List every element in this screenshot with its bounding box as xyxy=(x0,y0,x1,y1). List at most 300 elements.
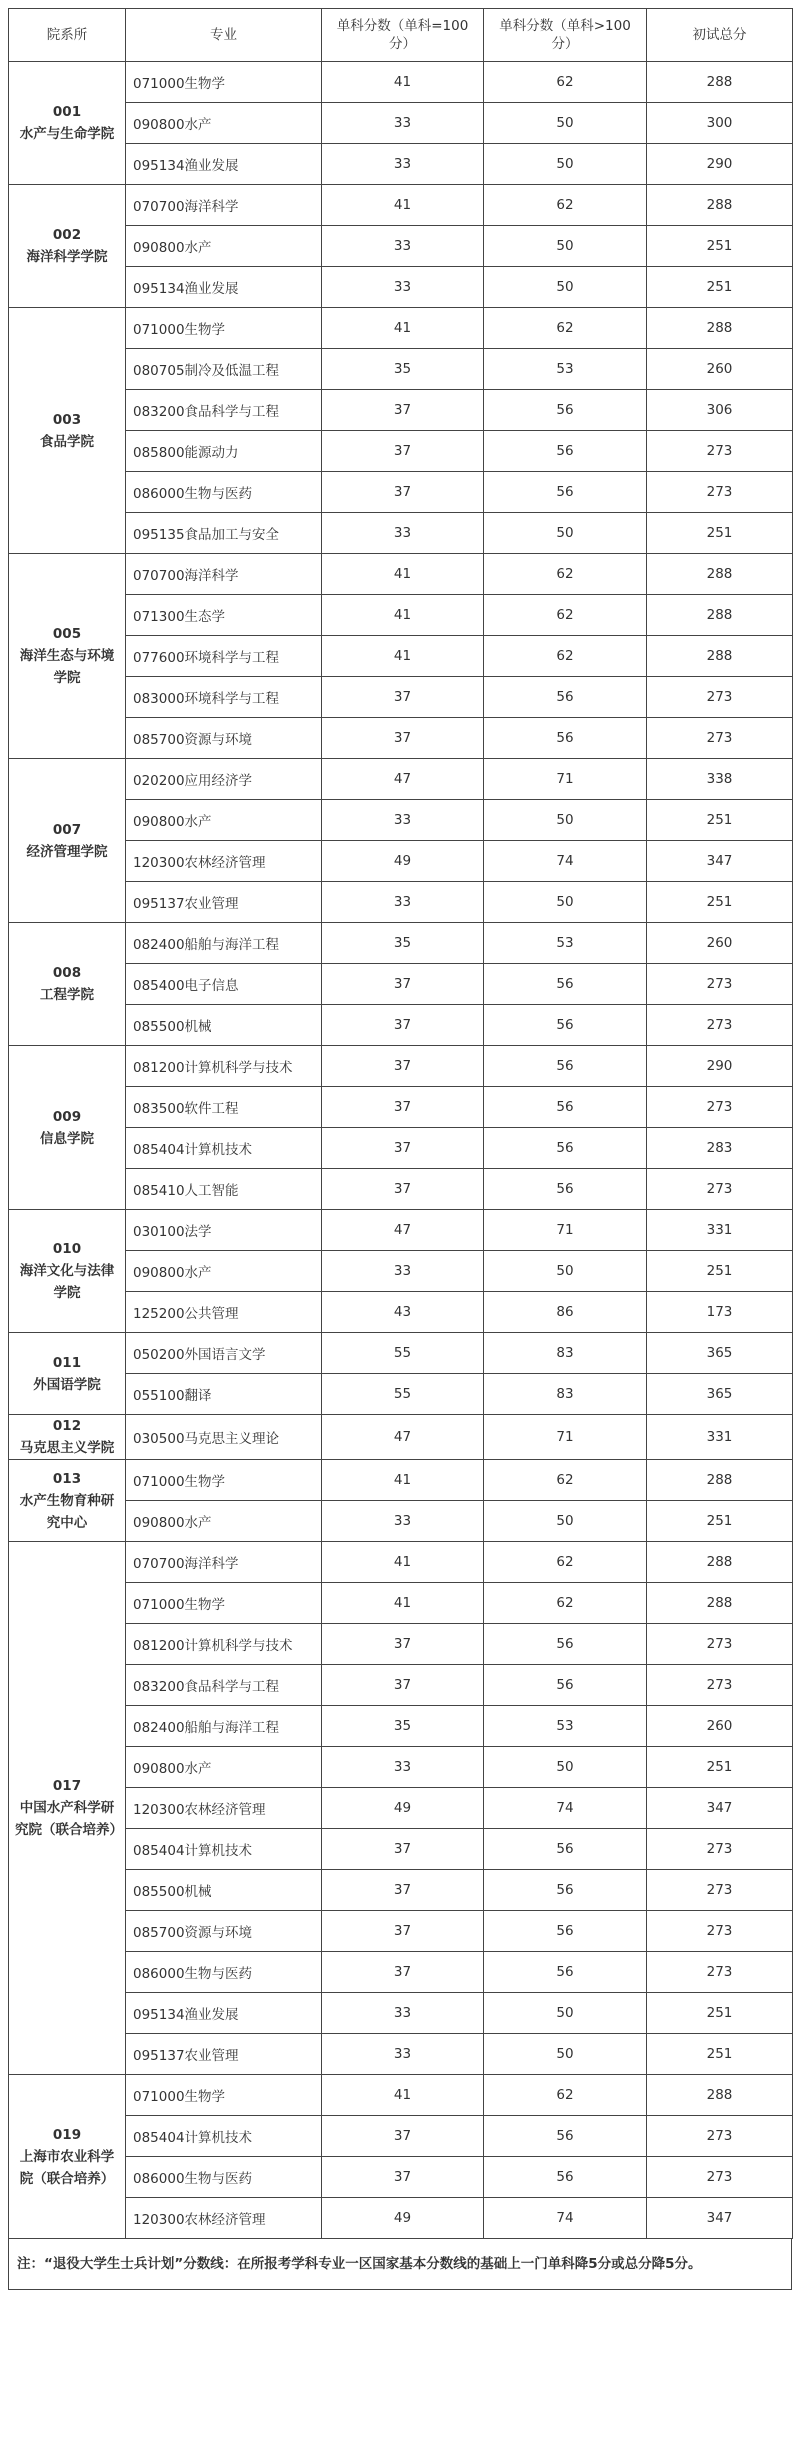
total-score-cell: 290 xyxy=(647,1046,793,1087)
table-row xyxy=(9,103,793,144)
total-score-cell: 273 xyxy=(647,718,793,759)
table-row xyxy=(9,349,793,390)
total-score-cell: 288 xyxy=(647,595,793,636)
score-single-over-100-cell: 50 xyxy=(484,1993,647,2034)
score-single-over-100-cell: 50 xyxy=(484,103,647,144)
total-score-cell: 273 xyxy=(647,1169,793,1210)
score-single-over-100-cell: 50 xyxy=(484,144,647,185)
score-single-100-cell: 55 xyxy=(322,1374,484,1415)
total-score-cell: 260 xyxy=(647,1706,793,1747)
score-single-100-cell: 41 xyxy=(322,185,484,226)
major-cell: 120300农林经济管理 xyxy=(126,841,322,882)
score-single-100-cell: 37 xyxy=(322,1665,484,1706)
department-code: 001 xyxy=(52,104,82,120)
table-row xyxy=(9,513,793,554)
table-row xyxy=(9,595,793,636)
major-cell: 070700海洋科学 xyxy=(126,554,322,595)
score-single-100-cell: 41 xyxy=(322,1583,484,1624)
score-single-100-cell: 33 xyxy=(322,226,484,267)
major-cell: 090800水产 xyxy=(126,1747,322,1788)
major-cell: 086000生物与医药 xyxy=(126,2157,322,2198)
major-cell: 085404计算机技术 xyxy=(126,1128,322,1169)
total-score-cell: 251 xyxy=(647,226,793,267)
score-single-100-cell: 41 xyxy=(322,554,484,595)
major-cell: 080705制冷及低温工程 xyxy=(126,349,322,390)
table-row xyxy=(9,62,793,103)
total-score-cell: 273 xyxy=(647,1829,793,1870)
score-single-100-cell: 49 xyxy=(322,841,484,882)
total-score-cell: 273 xyxy=(647,1087,793,1128)
score-single-over-100-cell: 62 xyxy=(484,308,647,349)
total-score-cell: 260 xyxy=(647,349,793,390)
score-single-100-cell: 37 xyxy=(322,390,484,431)
score-single-over-100-cell: 62 xyxy=(484,636,647,677)
score-single-100-cell: 37 xyxy=(322,2116,484,2157)
score-single-100-cell: 49 xyxy=(322,1788,484,1829)
total-score-cell: 273 xyxy=(647,472,793,513)
score-single-over-100-cell: 56 xyxy=(484,1829,647,1870)
total-score-cell: 273 xyxy=(647,2157,793,2198)
major-cell: 071000生物学 xyxy=(126,1460,322,1501)
score-single-over-100-cell: 56 xyxy=(484,1952,647,1993)
major-cell: 083500软件工程 xyxy=(126,1087,322,1128)
score-table-wrapper xyxy=(8,8,792,2290)
score-single-100-cell: 37 xyxy=(322,1829,484,1870)
major-cell: 120300农林经济管理 xyxy=(126,1788,322,1829)
department-name: 水产生物育种研究中心 xyxy=(19,1492,115,1531)
department-cell xyxy=(9,759,126,923)
department-code: 005 xyxy=(52,626,82,642)
score-single-over-100-cell: 50 xyxy=(484,2034,647,2075)
score-single-100-cell: 37 xyxy=(322,1911,484,1952)
score-single-100-cell: 41 xyxy=(322,1460,484,1501)
total-score-cell: 300 xyxy=(647,103,793,144)
major-cell: 081200计算机科学与技术 xyxy=(126,1046,322,1087)
department-cell xyxy=(9,2075,126,2239)
score-single-100-cell: 33 xyxy=(322,144,484,185)
total-score-cell: 251 xyxy=(647,800,793,841)
table-row xyxy=(9,1169,793,1210)
table-row xyxy=(9,185,793,226)
table-body xyxy=(9,62,793,2239)
score-single-over-100-cell: 56 xyxy=(484,1624,647,1665)
score-single-over-100-cell: 71 xyxy=(484,759,647,800)
score-single-100-cell: 37 xyxy=(322,677,484,718)
department-name: 海洋科学学院 xyxy=(26,249,108,265)
major-cell: 095134渔业发展 xyxy=(126,1993,322,2034)
table-row xyxy=(9,841,793,882)
score-single-over-100-cell: 50 xyxy=(484,1251,647,1292)
table-row xyxy=(9,1706,793,1747)
total-score-cell: 290 xyxy=(647,144,793,185)
table-header xyxy=(9,9,793,62)
score-single-100-cell: 37 xyxy=(322,718,484,759)
total-score-cell: 288 xyxy=(647,1542,793,1583)
score-single-100-cell: 33 xyxy=(322,2034,484,2075)
score-single-100-cell: 49 xyxy=(322,2198,484,2239)
score-single-100-cell: 37 xyxy=(322,1128,484,1169)
score-single-100-cell: 37 xyxy=(322,1952,484,1993)
score-single-over-100-cell: 56 xyxy=(484,1046,647,1087)
header-single-subject-over-100: 单科分数（单科>100分） xyxy=(484,9,647,62)
department-name: 信息学院 xyxy=(40,1130,94,1147)
department-name: 外国语学院 xyxy=(33,1376,101,1393)
score-single-over-100-cell: 56 xyxy=(484,677,647,718)
table-row xyxy=(9,964,793,1005)
score-single-over-100-cell: 56 xyxy=(484,718,647,759)
major-cell: 083200食品科学与工程 xyxy=(126,1665,322,1706)
table-row xyxy=(9,267,793,308)
total-score-cell: 288 xyxy=(647,308,793,349)
table-row xyxy=(9,759,793,800)
major-cell: 071000生物学 xyxy=(126,62,322,103)
total-score-cell: 347 xyxy=(647,841,793,882)
major-cell: 095134渔业发展 xyxy=(126,144,322,185)
table-row xyxy=(9,1788,793,1829)
table-row xyxy=(9,1374,793,1415)
score-single-over-100-cell: 50 xyxy=(484,267,647,308)
table-row xyxy=(9,882,793,923)
major-cell: 050200外国语言文学 xyxy=(126,1333,322,1374)
score-single-100-cell: 33 xyxy=(322,1747,484,1788)
table-row xyxy=(9,390,793,431)
major-cell: 071000生物学 xyxy=(126,1583,322,1624)
department-name: 中国水产科学研究院（联合培养） xyxy=(15,1800,123,1838)
major-cell: 085404计算机技术 xyxy=(126,2116,322,2157)
total-score-cell: 173 xyxy=(647,1292,793,1333)
total-score-cell: 288 xyxy=(647,1460,793,1501)
major-cell: 085404计算机技术 xyxy=(126,1829,322,1870)
table-row xyxy=(9,1415,793,1460)
total-score-cell: 347 xyxy=(647,2198,793,2239)
total-score-cell: 273 xyxy=(647,1005,793,1046)
department-name: 经济管理学院 xyxy=(26,843,108,860)
score-single-over-100-cell: 50 xyxy=(484,226,647,267)
score-single-over-100-cell: 56 xyxy=(484,472,647,513)
score-single-over-100-cell: 56 xyxy=(484,964,647,1005)
major-cell: 077600环境科学与工程 xyxy=(126,636,322,677)
score-single-over-100-cell: 62 xyxy=(484,185,647,226)
total-score-cell: 260 xyxy=(647,923,793,964)
score-single-over-100-cell: 74 xyxy=(484,2198,647,2239)
total-score-cell: 273 xyxy=(647,1911,793,1952)
table-footnote: 注：“退役大学生士兵计划”分数线：在所报考学科专业一区国家基本分数线的基础上一门单科降5分或总分降5分。 xyxy=(8,2239,792,2290)
department-cell xyxy=(9,1415,126,1460)
department-name: 马克思主义学院 xyxy=(19,1440,115,1456)
department-cell xyxy=(9,62,126,185)
total-score-cell: 283 xyxy=(647,1128,793,1169)
table-row xyxy=(9,1333,793,1374)
table-row xyxy=(9,636,793,677)
table-row xyxy=(9,2157,793,2198)
total-score-cell: 251 xyxy=(647,1993,793,2034)
total-score-cell: 273 xyxy=(647,2116,793,2157)
major-cell: 082400船舶与海洋工程 xyxy=(126,1706,322,1747)
score-single-over-100-cell: 53 xyxy=(484,923,647,964)
table-row xyxy=(9,1624,793,1665)
table-row xyxy=(9,431,793,472)
department-name: 海洋生态与环境学院 xyxy=(19,648,115,686)
score-single-over-100-cell: 53 xyxy=(484,349,647,390)
total-score-cell: 251 xyxy=(647,1747,793,1788)
major-cell: 085800能源动力 xyxy=(126,431,322,472)
total-score-cell: 251 xyxy=(647,267,793,308)
department-name: 工程学院 xyxy=(40,987,94,1003)
score-single-100-cell: 37 xyxy=(322,2157,484,2198)
score-single-100-cell: 41 xyxy=(322,1542,484,1583)
major-cell: 085700资源与环境 xyxy=(126,718,322,759)
score-single-100-cell: 33 xyxy=(322,1993,484,2034)
header-row xyxy=(9,9,793,62)
total-score-cell: 288 xyxy=(647,636,793,677)
major-cell: 085700资源与环境 xyxy=(126,1911,322,1952)
major-cell: 082400船舶与海洋工程 xyxy=(126,923,322,964)
score-single-100-cell: 33 xyxy=(322,800,484,841)
score-single-over-100-cell: 74 xyxy=(484,841,647,882)
total-score-cell: 338 xyxy=(647,759,793,800)
score-single-over-100-cell: 71 xyxy=(484,1210,647,1251)
score-single-over-100-cell: 56 xyxy=(484,1169,647,1210)
score-single-over-100-cell: 83 xyxy=(484,1333,647,1374)
score-single-100-cell: 33 xyxy=(322,267,484,308)
score-single-over-100-cell: 62 xyxy=(484,1583,647,1624)
header-total-score: 初试总分 xyxy=(647,9,793,62)
score-single-100-cell: 37 xyxy=(322,1046,484,1087)
header-department: 院系所 xyxy=(9,9,126,62)
score-single-over-100-cell: 50 xyxy=(484,1501,647,1542)
total-score-cell: 331 xyxy=(647,1415,793,1460)
table-row xyxy=(9,923,793,964)
score-single-over-100-cell: 56 xyxy=(484,2157,647,2198)
score-single-100-cell: 33 xyxy=(322,513,484,554)
header-single-subject-100: 单科分数（单科=100分） xyxy=(322,9,484,62)
score-single-100-cell: 37 xyxy=(322,431,484,472)
major-cell: 085500机械 xyxy=(126,1870,322,1911)
score-single-100-cell: 47 xyxy=(322,1210,484,1251)
score-single-over-100-cell: 71 xyxy=(484,1415,647,1460)
table-row xyxy=(9,144,793,185)
major-cell: 095137农业管理 xyxy=(126,882,322,923)
table-row xyxy=(9,1460,793,1501)
table-row xyxy=(9,308,793,349)
major-cell: 020200应用经济学 xyxy=(126,759,322,800)
total-score-cell: 273 xyxy=(647,677,793,718)
table-row xyxy=(9,800,793,841)
score-single-100-cell: 37 xyxy=(322,1087,484,1128)
score-single-over-100-cell: 50 xyxy=(484,1747,647,1788)
department-code: 002 xyxy=(52,227,82,243)
score-single-100-cell: 41 xyxy=(322,636,484,677)
table-row xyxy=(9,1210,793,1251)
score-single-over-100-cell: 50 xyxy=(484,800,647,841)
score-single-over-100-cell: 86 xyxy=(484,1292,647,1333)
score-single-over-100-cell: 62 xyxy=(484,1460,647,1501)
major-cell: 071000生物学 xyxy=(126,308,322,349)
total-score-cell: 273 xyxy=(647,1870,793,1911)
score-single-100-cell: 33 xyxy=(322,1251,484,1292)
major-cell: 081200计算机科学与技术 xyxy=(126,1624,322,1665)
total-score-cell: 251 xyxy=(647,882,793,923)
score-single-over-100-cell: 56 xyxy=(484,1870,647,1911)
total-score-cell: 251 xyxy=(647,1501,793,1542)
table-row xyxy=(9,1128,793,1169)
score-single-over-100-cell: 62 xyxy=(484,62,647,103)
major-cell: 086000生物与医药 xyxy=(126,1952,322,1993)
header-major: 专业 xyxy=(126,9,322,62)
department-cell xyxy=(9,923,126,1046)
major-cell: 085400电子信息 xyxy=(126,964,322,1005)
score-single-over-100-cell: 56 xyxy=(484,1128,647,1169)
table-row xyxy=(9,1005,793,1046)
score-single-100-cell: 43 xyxy=(322,1292,484,1333)
score-single-over-100-cell: 56 xyxy=(484,1005,647,1046)
table-row xyxy=(9,1911,793,1952)
major-cell: 120300农林经济管理 xyxy=(126,2198,322,2239)
table-row xyxy=(9,1665,793,1706)
department-cell xyxy=(9,1542,126,2075)
table-row xyxy=(9,1952,793,1993)
total-score-cell: 273 xyxy=(647,1952,793,1993)
table-row xyxy=(9,1747,793,1788)
score-single-over-100-cell: 62 xyxy=(484,595,647,636)
score-single-over-100-cell: 56 xyxy=(484,431,647,472)
major-cell: 070700海洋科学 xyxy=(126,1542,322,1583)
table-row xyxy=(9,472,793,513)
score-single-100-cell: 37 xyxy=(322,1005,484,1046)
table-row xyxy=(9,718,793,759)
score-single-100-cell: 47 xyxy=(322,759,484,800)
major-cell: 071300生态学 xyxy=(126,595,322,636)
department-code: 009 xyxy=(52,1108,82,1125)
score-single-over-100-cell: 62 xyxy=(484,1542,647,1583)
major-cell: 030500马克思主义理论 xyxy=(126,1415,322,1460)
score-single-100-cell: 33 xyxy=(322,1501,484,1542)
total-score-cell: 288 xyxy=(647,2075,793,2116)
score-single-100-cell: 33 xyxy=(322,103,484,144)
major-cell: 095137农业管理 xyxy=(126,2034,322,2075)
score-single-100-cell: 41 xyxy=(322,62,484,103)
score-single-over-100-cell: 53 xyxy=(484,1706,647,1747)
major-cell: 095135食品加工与安全 xyxy=(126,513,322,554)
score-single-100-cell: 37 xyxy=(322,472,484,513)
major-cell: 125200公共管理 xyxy=(126,1292,322,1333)
major-cell: 055100翻译 xyxy=(126,1374,322,1415)
table-row xyxy=(9,1292,793,1333)
major-cell: 085500机械 xyxy=(126,1005,322,1046)
table-row xyxy=(9,1046,793,1087)
department-name: 海洋文化与法律学院 xyxy=(19,1263,115,1301)
score-single-over-100-cell: 56 xyxy=(484,390,647,431)
total-score-cell: 273 xyxy=(647,964,793,1005)
score-single-100-cell: 37 xyxy=(322,964,484,1005)
department-name: 上海市农业科学院（联合培养） xyxy=(19,2148,115,2187)
score-single-over-100-cell: 50 xyxy=(484,513,647,554)
department-cell xyxy=(9,1210,126,1333)
score-single-over-100-cell: 56 xyxy=(484,1911,647,1952)
major-cell: 095134渔业发展 xyxy=(126,267,322,308)
major-cell: 090800水产 xyxy=(126,1251,322,1292)
score-single-100-cell: 41 xyxy=(322,2075,484,2116)
score-table xyxy=(8,8,793,2239)
department-code: 003 xyxy=(52,411,82,428)
table-row xyxy=(9,1829,793,1870)
score-single-100-cell: 47 xyxy=(322,1415,484,1460)
major-cell: 086000生物与医药 xyxy=(126,472,322,513)
total-score-cell: 347 xyxy=(647,1788,793,1829)
total-score-cell: 273 xyxy=(647,1624,793,1665)
major-cell: 090800水产 xyxy=(126,1501,322,1542)
score-single-100-cell: 37 xyxy=(322,1169,484,1210)
total-score-cell: 288 xyxy=(647,185,793,226)
department-cell xyxy=(9,1046,126,1210)
department-code: 011 xyxy=(52,1354,82,1371)
table-row xyxy=(9,1542,793,1583)
total-score-cell: 288 xyxy=(647,62,793,103)
score-single-100-cell: 35 xyxy=(322,923,484,964)
table-row xyxy=(9,1087,793,1128)
department-code: 007 xyxy=(52,821,82,838)
total-score-cell: 365 xyxy=(647,1333,793,1374)
score-single-100-cell: 35 xyxy=(322,349,484,390)
major-cell: 083000环境科学与工程 xyxy=(126,677,322,718)
table-row xyxy=(9,2034,793,2075)
department-code: 019 xyxy=(52,2126,82,2143)
table-row xyxy=(9,1501,793,1542)
major-cell: 090800水产 xyxy=(126,103,322,144)
total-score-cell: 288 xyxy=(647,554,793,595)
table-row xyxy=(9,677,793,718)
department-name: 水产与生命学院 xyxy=(19,126,115,142)
total-score-cell: 331 xyxy=(647,1210,793,1251)
total-score-cell: 365 xyxy=(647,1374,793,1415)
score-single-over-100-cell: 74 xyxy=(484,1788,647,1829)
total-score-cell: 273 xyxy=(647,1665,793,1706)
department-code: 017 xyxy=(52,1778,82,1794)
table-row xyxy=(9,1870,793,1911)
major-cell: 071000生物学 xyxy=(126,2075,322,2116)
table-row xyxy=(9,1251,793,1292)
score-single-over-100-cell: 62 xyxy=(484,554,647,595)
department-cell xyxy=(9,1460,126,1542)
department-cell xyxy=(9,185,126,308)
score-single-over-100-cell: 56 xyxy=(484,1665,647,1706)
department-cell xyxy=(9,308,126,554)
department-code: 010 xyxy=(52,1241,82,1257)
score-single-100-cell: 37 xyxy=(322,1624,484,1665)
major-cell: 085410人工智能 xyxy=(126,1169,322,1210)
table-row xyxy=(9,2075,793,2116)
score-single-100-cell: 41 xyxy=(322,595,484,636)
score-single-over-100-cell: 50 xyxy=(484,882,647,923)
table-row xyxy=(9,1583,793,1624)
table-row xyxy=(9,1993,793,2034)
score-single-over-100-cell: 56 xyxy=(484,2116,647,2157)
department-name: 食品学院 xyxy=(40,433,94,450)
total-score-cell: 251 xyxy=(647,1251,793,1292)
score-single-100-cell: 37 xyxy=(322,1870,484,1911)
table-row xyxy=(9,2198,793,2239)
major-cell: 030100法学 xyxy=(126,1210,322,1251)
total-score-cell: 251 xyxy=(647,513,793,554)
department-code: 012 xyxy=(52,1418,82,1434)
total-score-cell: 251 xyxy=(647,2034,793,2075)
score-single-over-100-cell: 62 xyxy=(484,2075,647,2116)
score-single-over-100-cell: 56 xyxy=(484,1087,647,1128)
total-score-cell: 288 xyxy=(647,1583,793,1624)
department-code: 008 xyxy=(52,965,82,981)
department-cell xyxy=(9,1333,126,1415)
major-cell: 090800水产 xyxy=(126,226,322,267)
